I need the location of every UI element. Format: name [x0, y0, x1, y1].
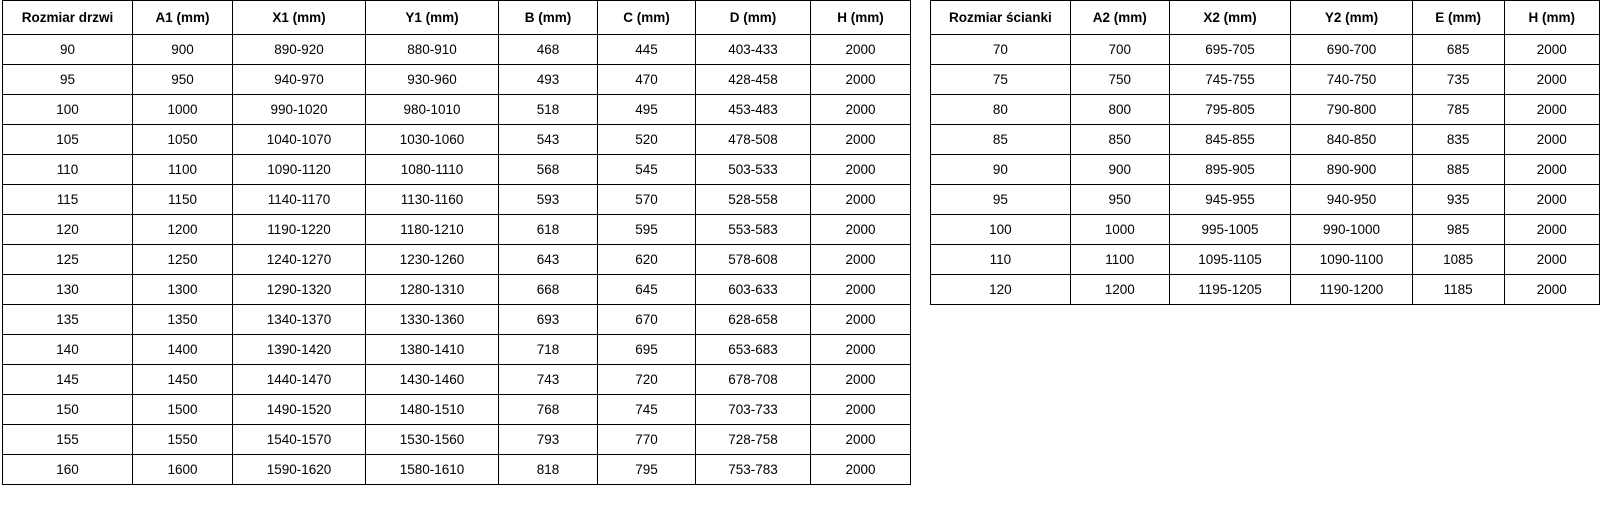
- cell: 1490-1520: [233, 395, 366, 425]
- walls-table-body: [931, 35, 1600, 305]
- cell: 695: [598, 335, 696, 365]
- cell: 1180-1210: [366, 215, 499, 245]
- cell: 100: [931, 215, 1071, 245]
- cell: 1085: [1412, 245, 1504, 275]
- column-header-d: D (mm): [696, 1, 811, 35]
- table-row: [931, 245, 1600, 275]
- cell: 1450: [133, 365, 233, 395]
- cell: 518: [499, 95, 598, 125]
- cell: 470: [598, 65, 696, 95]
- cell: 90: [3, 35, 133, 65]
- cell: 950: [133, 65, 233, 95]
- cell: 980-1010: [366, 95, 499, 125]
- cell: 890-900: [1291, 155, 1412, 185]
- cell: 1200: [1070, 275, 1169, 305]
- cell: 1480-1510: [366, 395, 499, 425]
- cell: 2000: [811, 215, 911, 245]
- cell: 1100: [133, 155, 233, 185]
- cell: 478-508: [696, 125, 811, 155]
- cell: 1430-1460: [366, 365, 499, 395]
- cell: 1090-1100: [1291, 245, 1412, 275]
- cell: 1095-1105: [1169, 245, 1290, 275]
- cell: 753-783: [696, 455, 811, 485]
- cell: 150: [3, 395, 133, 425]
- walls-table-head: [931, 1, 1600, 35]
- cell: 110: [931, 245, 1071, 275]
- cell: 1590-1620: [233, 455, 366, 485]
- cell: 1580-1610: [366, 455, 499, 485]
- cell: 1185: [1412, 275, 1504, 305]
- cell: 2000: [1504, 215, 1600, 245]
- column-header-x1: X1 (mm): [233, 1, 366, 35]
- cell: 468: [499, 35, 598, 65]
- cell: 570: [598, 185, 696, 215]
- cell: 2000: [1504, 155, 1600, 185]
- table-row: [931, 185, 1600, 215]
- cell: 885: [1412, 155, 1504, 185]
- cell: 1440-1470: [233, 365, 366, 395]
- cell: 445: [598, 35, 696, 65]
- cell: 453-483: [696, 95, 811, 125]
- table-row: [3, 155, 911, 185]
- cell: 1390-1420: [233, 335, 366, 365]
- cell: 2000: [1504, 245, 1600, 275]
- cell: 620: [598, 245, 696, 275]
- column-header-c: C (mm): [598, 1, 696, 35]
- cell: 935: [1412, 185, 1504, 215]
- cell: 2000: [811, 245, 911, 275]
- cell: 1600: [133, 455, 233, 485]
- cell: 880-910: [366, 35, 499, 65]
- cell: 768: [499, 395, 598, 425]
- cell: 90: [931, 155, 1071, 185]
- cell: 1000: [133, 95, 233, 125]
- cell: 1550: [133, 425, 233, 455]
- cell: 2000: [811, 35, 911, 65]
- table-row: [931, 125, 1600, 155]
- cell: 728-758: [696, 425, 811, 455]
- cell: 568: [499, 155, 598, 185]
- cell: 595: [598, 215, 696, 245]
- cell: 85: [931, 125, 1071, 155]
- cell: 900: [133, 35, 233, 65]
- cell: 1050: [133, 125, 233, 155]
- table-row: [931, 35, 1600, 65]
- cell: 1030-1060: [366, 125, 499, 155]
- column-header-y2: Y2 (mm): [1291, 1, 1412, 35]
- table-row: [931, 95, 1600, 125]
- cell: 120: [931, 275, 1071, 305]
- cell: 2000: [1504, 65, 1600, 95]
- table-row: [3, 305, 911, 335]
- cell: 845-855: [1169, 125, 1290, 155]
- cell: 1100: [1070, 245, 1169, 275]
- cell: 1300: [133, 275, 233, 305]
- cell: 1240-1270: [233, 245, 366, 275]
- cell: 2000: [811, 455, 911, 485]
- table-row: [3, 125, 911, 155]
- cell: 1280-1310: [366, 275, 499, 305]
- cell: 155: [3, 425, 133, 455]
- table-row: [3, 35, 911, 65]
- cell: 990-1000: [1291, 215, 1412, 245]
- table-row: [3, 185, 911, 215]
- cell: 703-733: [696, 395, 811, 425]
- cell: 718: [499, 335, 598, 365]
- cell: 1190-1200: [1291, 275, 1412, 305]
- cell: 670: [598, 305, 696, 335]
- cell: 95: [931, 185, 1071, 215]
- column-header-e: E (mm): [1412, 1, 1504, 35]
- table-row: [3, 65, 911, 95]
- cell: 130: [3, 275, 133, 305]
- cell: 2000: [811, 425, 911, 455]
- cell: 653-683: [696, 335, 811, 365]
- cell: 750: [1070, 65, 1169, 95]
- column-header-h: H (mm): [1504, 1, 1600, 35]
- cell: 785: [1412, 95, 1504, 125]
- cell: 2000: [811, 95, 911, 125]
- cell: 740-750: [1291, 65, 1412, 95]
- cell: 1540-1570: [233, 425, 366, 455]
- column-header-b: B (mm): [499, 1, 598, 35]
- cell: 115: [3, 185, 133, 215]
- cell: 1040-1070: [233, 125, 366, 155]
- table-row: [3, 395, 911, 425]
- cell: 693: [499, 305, 598, 335]
- cell: 2000: [1504, 125, 1600, 155]
- cell: 528-558: [696, 185, 811, 215]
- cell: 578-608: [696, 245, 811, 275]
- cell: 690-700: [1291, 35, 1412, 65]
- cell: 135: [3, 305, 133, 335]
- cell: 2000: [811, 125, 911, 155]
- cell: 1330-1360: [366, 305, 499, 335]
- cell: 1130-1160: [366, 185, 499, 215]
- cell: 1340-1370: [233, 305, 366, 335]
- table-row: [3, 425, 911, 455]
- cell: 145: [3, 365, 133, 395]
- cell: 850: [1070, 125, 1169, 155]
- cell: 645: [598, 275, 696, 305]
- cell: 900: [1070, 155, 1169, 185]
- cell: 95: [3, 65, 133, 95]
- table-row: [931, 65, 1600, 95]
- column-header-x2: X2 (mm): [1169, 1, 1290, 35]
- table-row: [931, 275, 1600, 305]
- cell: 745: [598, 395, 696, 425]
- cell: 628-658: [696, 305, 811, 335]
- column-header-rozmiar-scianki: Rozmiar ścianki: [931, 1, 1071, 35]
- table-row: [3, 335, 911, 365]
- cell: 1500: [133, 395, 233, 425]
- cell: 2000: [1504, 185, 1600, 215]
- cell: 2000: [811, 275, 911, 305]
- cell: 1350: [133, 305, 233, 335]
- cell: 2000: [1504, 95, 1600, 125]
- cell: 1290-1320: [233, 275, 366, 305]
- cell: 1190-1220: [233, 215, 366, 245]
- cell: 700: [1070, 35, 1169, 65]
- cell: 493: [499, 65, 598, 95]
- table-row: [931, 215, 1600, 245]
- cell: 2000: [1504, 35, 1600, 65]
- cell: 668: [499, 275, 598, 305]
- cell: 818: [499, 455, 598, 485]
- cell: 75: [931, 65, 1071, 95]
- table-row: [3, 215, 911, 245]
- cell: 940-950: [1291, 185, 1412, 215]
- cell: 995-1005: [1169, 215, 1290, 245]
- cell: 743: [499, 365, 598, 395]
- cell: 2000: [811, 335, 911, 365]
- cell: 1530-1560: [366, 425, 499, 455]
- doors-table-head: [3, 1, 911, 35]
- cell: 503-533: [696, 155, 811, 185]
- cell: 695-705: [1169, 35, 1290, 65]
- cell: 125: [3, 245, 133, 275]
- cell: 100: [3, 95, 133, 125]
- cell: 735: [1412, 65, 1504, 95]
- cell: 840-850: [1291, 125, 1412, 155]
- cell: 80: [931, 95, 1071, 125]
- cell: 543: [499, 125, 598, 155]
- table-row: [3, 95, 911, 125]
- cell: 2000: [811, 185, 911, 215]
- column-header-a1: A1 (mm): [133, 1, 233, 35]
- cell: 428-458: [696, 65, 811, 95]
- cell: 618: [499, 215, 598, 245]
- cell: 1200: [133, 215, 233, 245]
- cell: 685: [1412, 35, 1504, 65]
- walls-specification-table: [930, 0, 1600, 305]
- cell: 1000: [1070, 215, 1169, 245]
- cell: 403-433: [696, 35, 811, 65]
- cell: 2000: [811, 305, 911, 335]
- cell: 895-905: [1169, 155, 1290, 185]
- cell: 950: [1070, 185, 1169, 215]
- column-header-h: H (mm): [811, 1, 911, 35]
- cell: 940-970: [233, 65, 366, 95]
- cell: 985: [1412, 215, 1504, 245]
- cell: 105: [3, 125, 133, 155]
- cell: 643: [499, 245, 598, 275]
- cell: 1380-1410: [366, 335, 499, 365]
- table-header-row: [931, 1, 1600, 35]
- cell: 930-960: [366, 65, 499, 95]
- cell: 545: [598, 155, 696, 185]
- column-header-a2: A2 (mm): [1070, 1, 1169, 35]
- cell: 795-805: [1169, 95, 1290, 125]
- cell: 990-1020: [233, 95, 366, 125]
- doors-table-container: [2, 0, 911, 485]
- table-header-row: [3, 1, 911, 35]
- doors-specification-table: [2, 0, 911, 485]
- cell: 603-633: [696, 275, 811, 305]
- cell: 678-708: [696, 365, 811, 395]
- column-header-rozmiar-drzwi: Rozmiar drzwi: [3, 1, 133, 35]
- walls-table-container: [930, 0, 1600, 305]
- table-row: [3, 365, 911, 395]
- cell: 553-583: [696, 215, 811, 245]
- cell: 140: [3, 335, 133, 365]
- cell: 160: [3, 455, 133, 485]
- cell: 1195-1205: [1169, 275, 1290, 305]
- cell: 795: [598, 455, 696, 485]
- cell: 890-920: [233, 35, 366, 65]
- cell: 593: [499, 185, 598, 215]
- cell: 2000: [811, 395, 911, 425]
- cell: 770: [598, 425, 696, 455]
- cell: 70: [931, 35, 1071, 65]
- cell: 120: [3, 215, 133, 245]
- cell: 1230-1260: [366, 245, 499, 275]
- cell: 835: [1412, 125, 1504, 155]
- cell: 1400: [133, 335, 233, 365]
- cell: 793: [499, 425, 598, 455]
- cell: 1080-1110: [366, 155, 499, 185]
- cell: 945-955: [1169, 185, 1290, 215]
- doors-table-body: [3, 35, 911, 485]
- cell: 1090-1120: [233, 155, 366, 185]
- cell: 520: [598, 125, 696, 155]
- table-row: [3, 275, 911, 305]
- cell: 720: [598, 365, 696, 395]
- cell: 1150: [133, 185, 233, 215]
- table-row: [3, 245, 911, 275]
- cell: 1140-1170: [233, 185, 366, 215]
- cell: 2000: [811, 65, 911, 95]
- cell: 495: [598, 95, 696, 125]
- cell: 800: [1070, 95, 1169, 125]
- table-row: [931, 155, 1600, 185]
- cell: 2000: [811, 365, 911, 395]
- table-row: [3, 455, 911, 485]
- cell: 790-800: [1291, 95, 1412, 125]
- cell: 745-755: [1169, 65, 1290, 95]
- cell: 110: [3, 155, 133, 185]
- column-header-y1: Y1 (mm): [366, 1, 499, 35]
- cell: 2000: [811, 155, 911, 185]
- cell: 1250: [133, 245, 233, 275]
- cell: 2000: [1504, 275, 1600, 305]
